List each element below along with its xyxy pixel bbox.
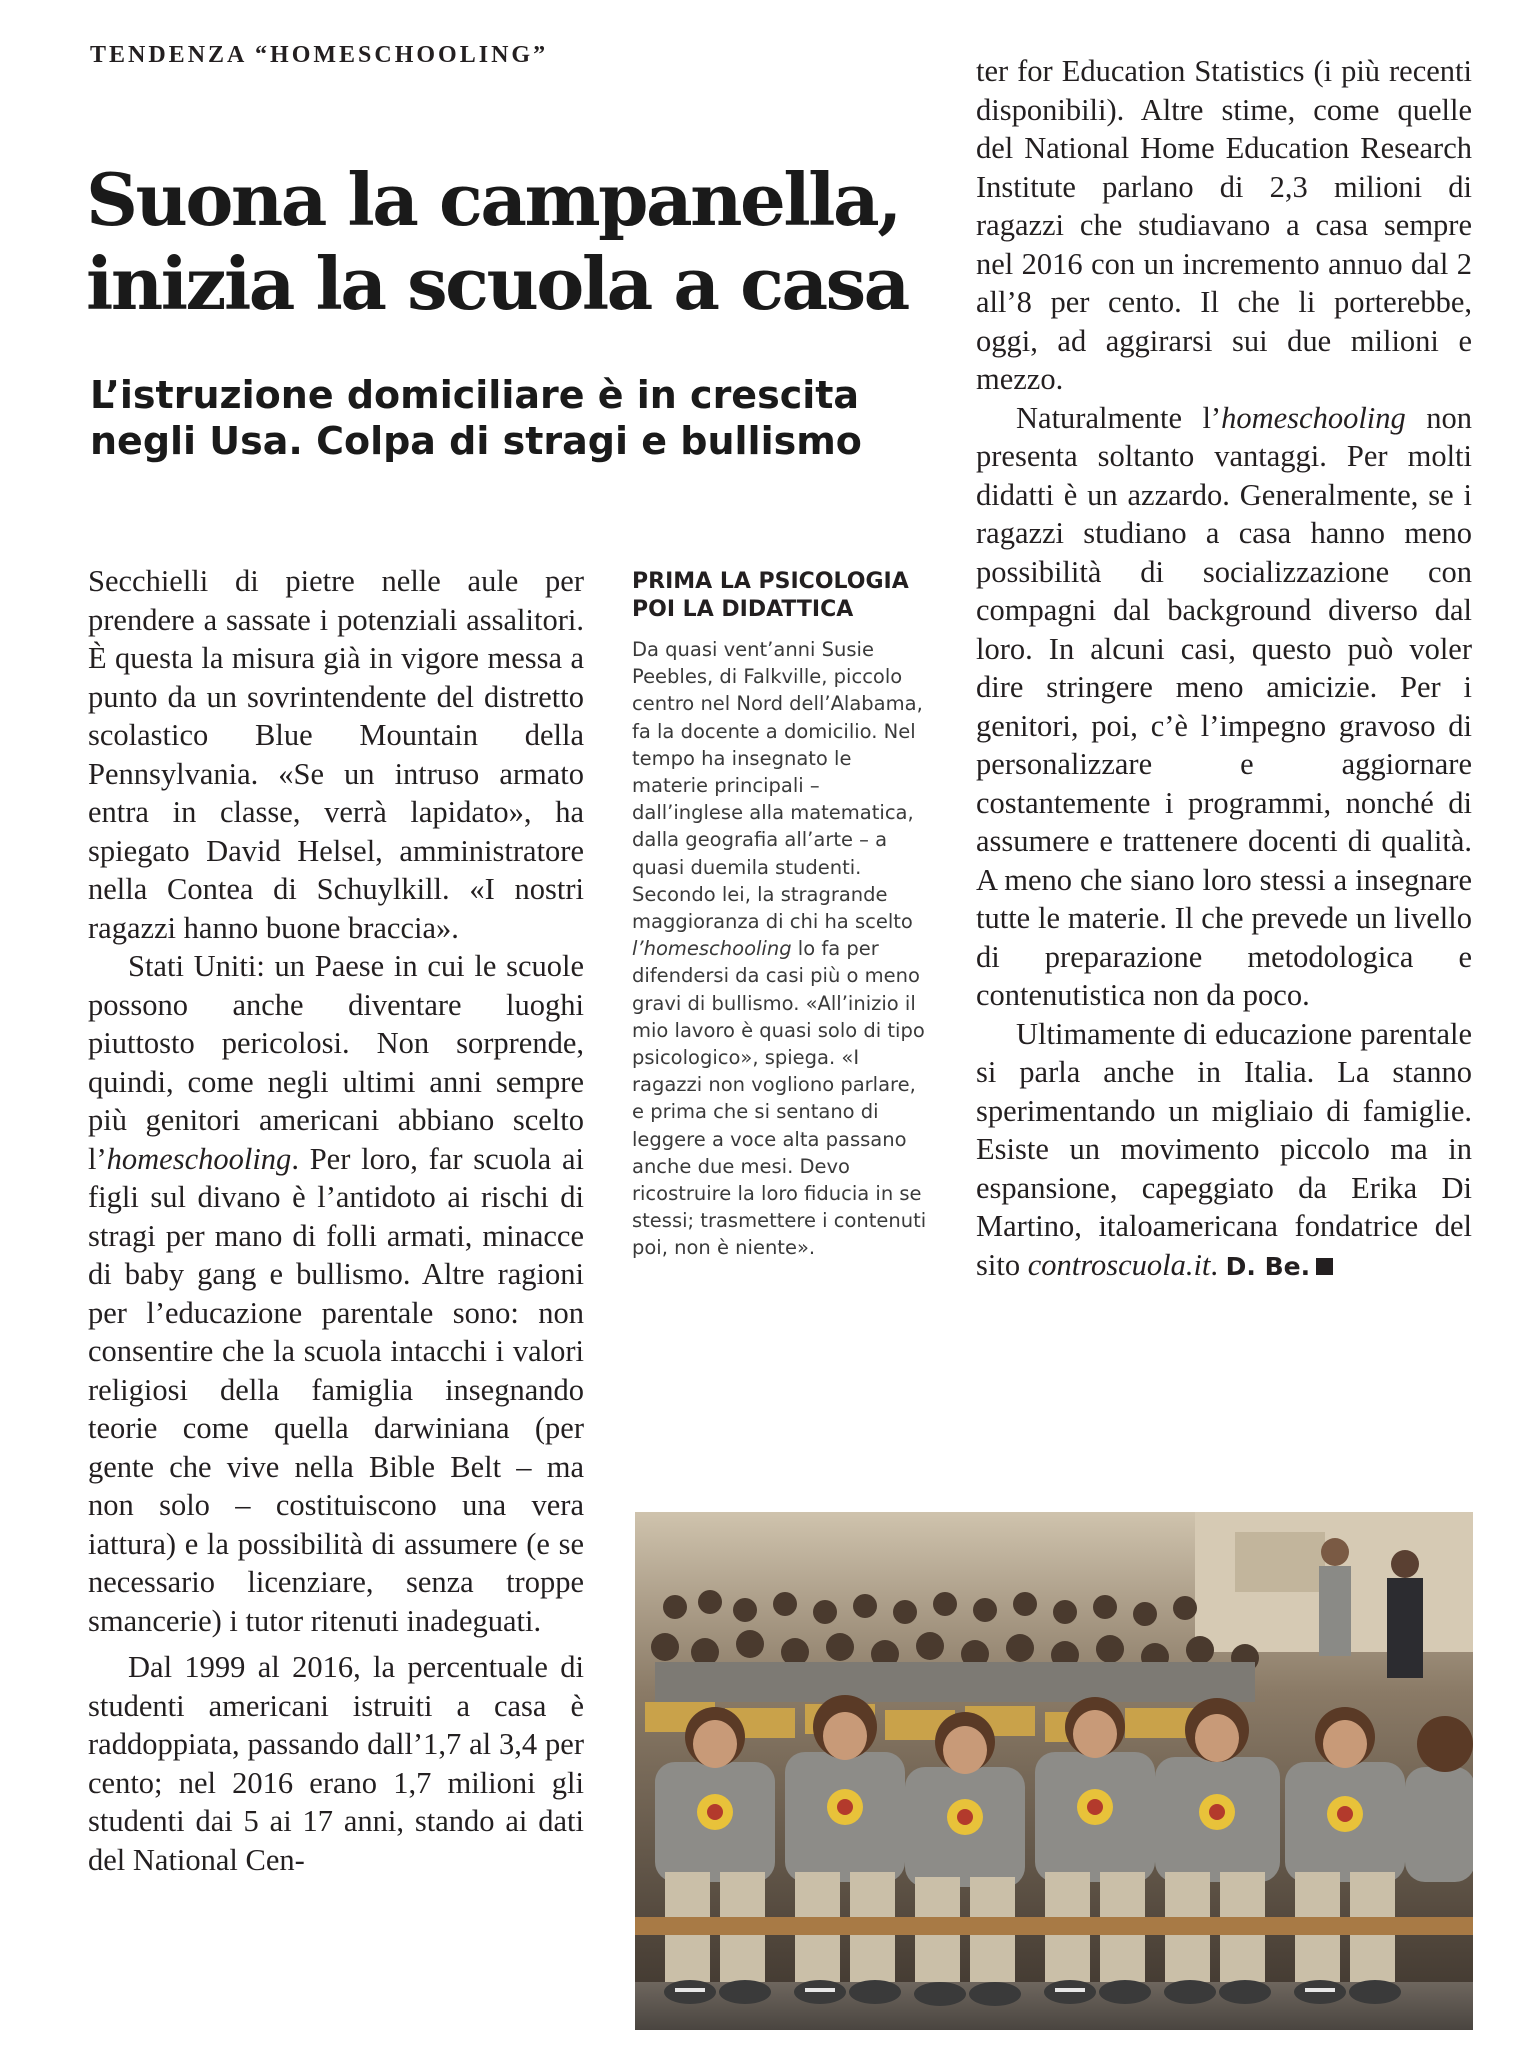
sidebar-title	[632, 568, 932, 624]
sidebar-box	[632, 568, 932, 1262]
article-subtitle	[90, 372, 960, 464]
end-mark-icon	[1316, 1258, 1333, 1275]
sidebar-title-line-2: POI LA DIDATTICA	[632, 597, 854, 622]
headline-line-1: Suona la campanella,	[86, 157, 900, 242]
author-byline: D. Be.	[1225, 1251, 1311, 1281]
body-paragraph	[976, 1015, 1472, 1287]
text-run: Stati Uniti: un Paese in cui le scuole possono anche diventare luoghi piuttosto pericolosi. Non sorprende, quindi, come negli ultimi anni sempre più genitori americani abbiano scelto l’	[88, 949, 584, 1176]
italic-term: homeschooling	[1221, 400, 1406, 435]
body-paragraph: Dal 1999 al 2016, la percentuale di studenti americani istruiti a casa è raddoppiata, passando dall’1,7 al 3,4 per cento; nel 2016 erano 1,7 milioni gli studenti dai 5 ai 17 anni, stando ai dati del National Cen-	[88, 1650, 584, 1877]
text-run: non presenta soltanto vantaggi. Per molti didatti è un azzardo. Generalmente, se i ragazzi studiano a casa hanno meno possibilità di socializzazione con compagni dal background diverso dal loro. In alcuni casi, questo può voler dire stringere meno amicizie. Per i genitori, poi, c’è l’impegno gravoso di personalizzare e aggiornare costantemente i programmi, nonché di assumere e trattenere docenti di qualità. A meno che siano loro stessi a insegnare tutte le materie. Il che prevede un livello di preparazione metodologica e contenutistica non da poco.	[976, 400, 1472, 1012]
italic-term: controscuola.it	[1027, 1247, 1211, 1282]
section-kicker: TENDENZA “HOMESCHOOLING”	[90, 42, 549, 68]
subtitle-line-2: negli Usa. Colpa di stragi e bullismo	[90, 419, 862, 463]
body-paragraph	[88, 947, 584, 1640]
headline-line-2: inizia la scuola a casa	[86, 241, 908, 326]
italic-term: homeschooling	[106, 1141, 292, 1176]
italic-term: l’homeschooling	[632, 937, 792, 961]
text-run: lo fa per difendersi da casi più o meno gravi di bullismo. «All’inizio il mio lavoro è quasi solo di tipo psicologico», spiega. «I ragazzi non vogliono parlare, e prima che si sentano di leggere a voce alta passano anche due mesi. Devo ricostruire la loro fiducia in se stessi; trasmettere i contenuti poi, non è niente».	[632, 937, 927, 1260]
body-paragraph	[976, 399, 1472, 1015]
text-run: Da quasi vent’anni Susie Peebles, di Falkville, piccolo centro nel Nord dell’Alabama, fa la docente a domicilio. Nel tempo ha insegnato le materie principali – dall’inglese alla matematica, dalla geografia all’arte – a quasi duemila studenti. Secondo lei, la stragrande maggioranza di chi ha scelto	[632, 638, 923, 934]
body-paragraph: ter for Education Statistics (i più recenti disponibili). Altre stime, come quelle del National Home Education Research Institute parlano di 2,3 milioni di ragazzi che studiavano a casa sempre nel 2016 con un incremento annuo dal 2 all’8 per cento. Il che li porterebbe, oggi, ad aggirarsi sui due milioni e mezzo.	[976, 54, 1472, 396]
body-paragraph: Secchielli di pietre nelle aule per prendere a sassate i potenziali assalitori. È questa la misura già in vigore messa a punto da un sovrintendente del distretto scolastico Blue Mountain della Pennsylvania. «Se un intruso armato entra in classe, verrà lapidato», ha spiegato David Helsel, amministratore nella Contea di Schuylkill. «I nostri ragazzi hanno buone braccia».	[88, 564, 584, 945]
body-column-right	[976, 52, 1472, 1286]
text-run: . Per loro, far scuola ai figli sul divano è l’antidoto ai rischi di stragi per mano di folli armati, minacce di baby gang e bullismo. Altre ragioni per l’educazione parentale sono: non consentire che la scuola intacchi i valori religiosi della famiglia insegnando teorie come quella darwiniana (per gente che vive nella Bible Belt – ma non solo – costituiscono una vera iattura) e la possibilità di assumere (e se necessario licenziare, senza troppe smancerie) i tutor ritenuti inadeguati.	[88, 1141, 584, 1638]
text-run: .	[1210, 1247, 1219, 1282]
text-run: Ultimamente di educazione parentale si parla anche in Italia. La stanno sperimentando un migliaio di famiglie. Esiste un movimento piccolo ma in espansione, capeggiato da Erika Di Martino, italoamericana fondatrice del sito	[976, 1016, 1472, 1282]
article-photo	[635, 1512, 1473, 2030]
body-column-left	[88, 562, 584, 1879]
auditorium-students-illustration	[635, 1512, 1473, 2030]
sidebar-title-line-1: PRIMA LA PSICOLOGIA	[632, 569, 909, 594]
sidebar-body	[632, 636, 932, 1262]
text-run: Naturalmente l’	[1016, 400, 1222, 435]
article-headline	[86, 158, 966, 326]
subtitle-line-1: L’istruzione domiciliare è in crescita	[90, 373, 860, 417]
